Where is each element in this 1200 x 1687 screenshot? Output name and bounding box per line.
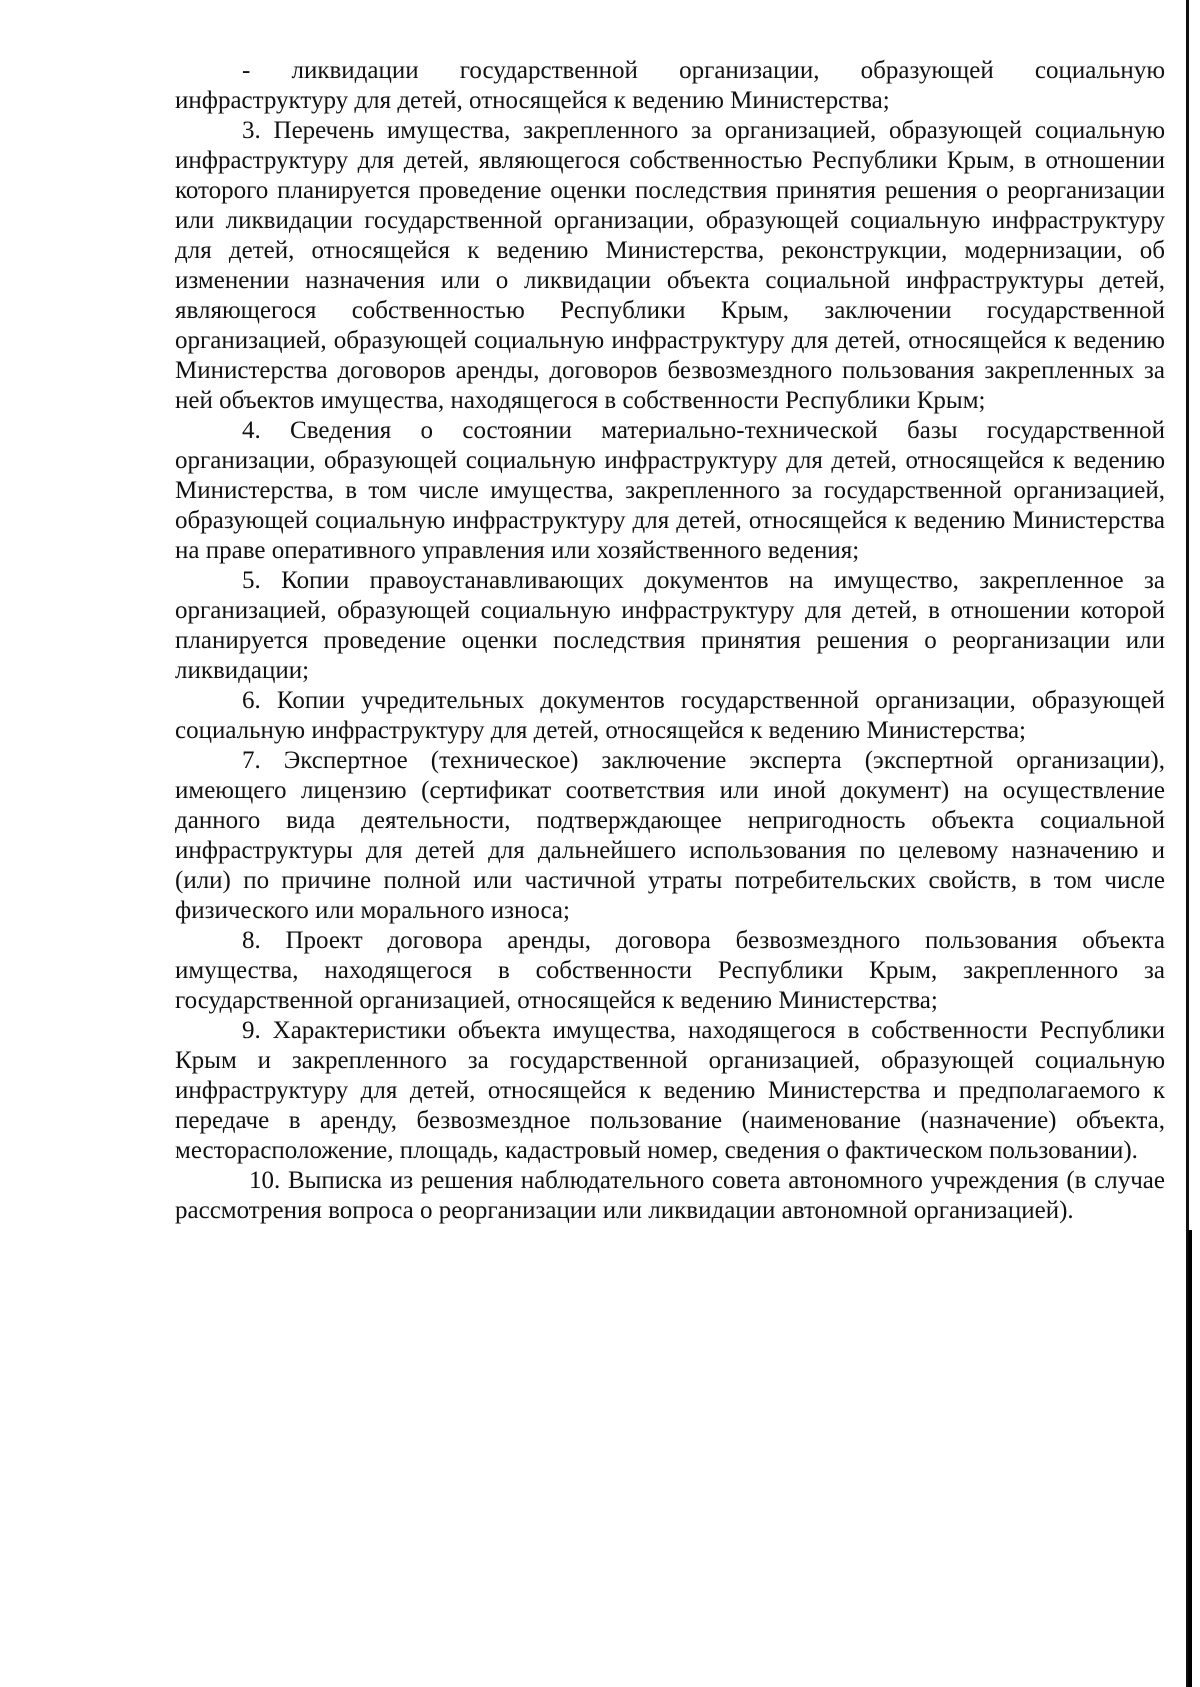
paragraph-item-7: 7. Экспертное (техническое) заключение эксперта (экспертной организации), имеющего лицензию (сертификат соответствия или иной документ) на осуществление данного вида деятельности, подтверждающее непригодность объекта социальной инфраструктуры для детей для дальнейшего использования по целевому назначению и (или) по причине полной или частичной утраты потребительских свойств, в том числе физического или морального износа; [175,747,1165,924]
paragraph-item-3: 3. Перечень имущества, закрепленного за организацией, образующей социальную инфраструктуру для детей, являющегося собственностью Республики Крым, в отношении которого планируется проведение оценки последствия принятия решения о реорганизации или ликвидации государственной организации, образующей социальную инфраструктуру для детей, относящейся к ведению Министерства, реконструкции, модернизации, об изменении назначения или о ликвидации объекта социальной инфраструктуры детей, являющегося собственностью Республики Крым, заключении государственной организацией, образующей социальную инфраструктуру для детей, относящейся к ведению Министерства договоров аренды, договоров безвозмездного пользования закрепленных за ней объектов имущества, находящегося в собственности Республики Крым; [175,117,1165,414]
paragraph-liquidation: - ликвидации государственной организации, образующей социальную инфраструктуру для детей, относящейся к ведению Министерства; [175,57,1165,114]
paragraph-item-5: 5. Копии правоустанавливающих документов на имущество, закрепленное за организацией, образующей социальную инфраструктуру для детей, в отношении которой планируется проведение оценки последствия принятия решения о реорганизации или ликвидации; [175,567,1165,684]
paragraph-item-10: 10. Выписка из решения наблюдательного совета автономного учреждения (в случае рассмотрения вопроса о реорганизации или ликвидации автономной организацией). [175,1167,1165,1224]
paragraph-item-8: 8. Проект договора аренды, договора безвозмездного пользования объекта имущества, находящегося в собственности Республики Крым, закрепленного за государственной организацией, относящейся к ведению Министерства; [175,927,1165,1014]
document-body [175,56,1165,1226]
paragraph-item-6: 6. Копии учредительных документов государственной организации, образующей социальную инфраструктуру для детей, относящейся к ведению Министерства; [175,687,1165,744]
paragraph-item-4: 4. Сведения о состоянии материально-технической базы государственной организации, образующей социальную инфраструктуру для детей, относящейся к ведению Министерства, в том числе имущества, закрепленного за государственной организацией, образующей социальную инфраструктуру для детей, относящейся к ведению Министерства на праве оперативного управления или хозяйственного ведения; [175,417,1165,564]
scan-edge-line-lower [1188,1230,1192,1687]
paragraph-item-9: 9. Характеристики объекта имущества, находящегося в собственности Республики Крым и закрепленного за государственной организацией, образующей социальную инфраструктуру для детей, относящейся к ведению Министерства и предполагаемого к передаче в аренду, безвозмездное пользование (наименование (назначение) объекта, месторасположение, площадь, кадастровый номер, сведения о фактическом пользовании). [175,1017,1165,1164]
